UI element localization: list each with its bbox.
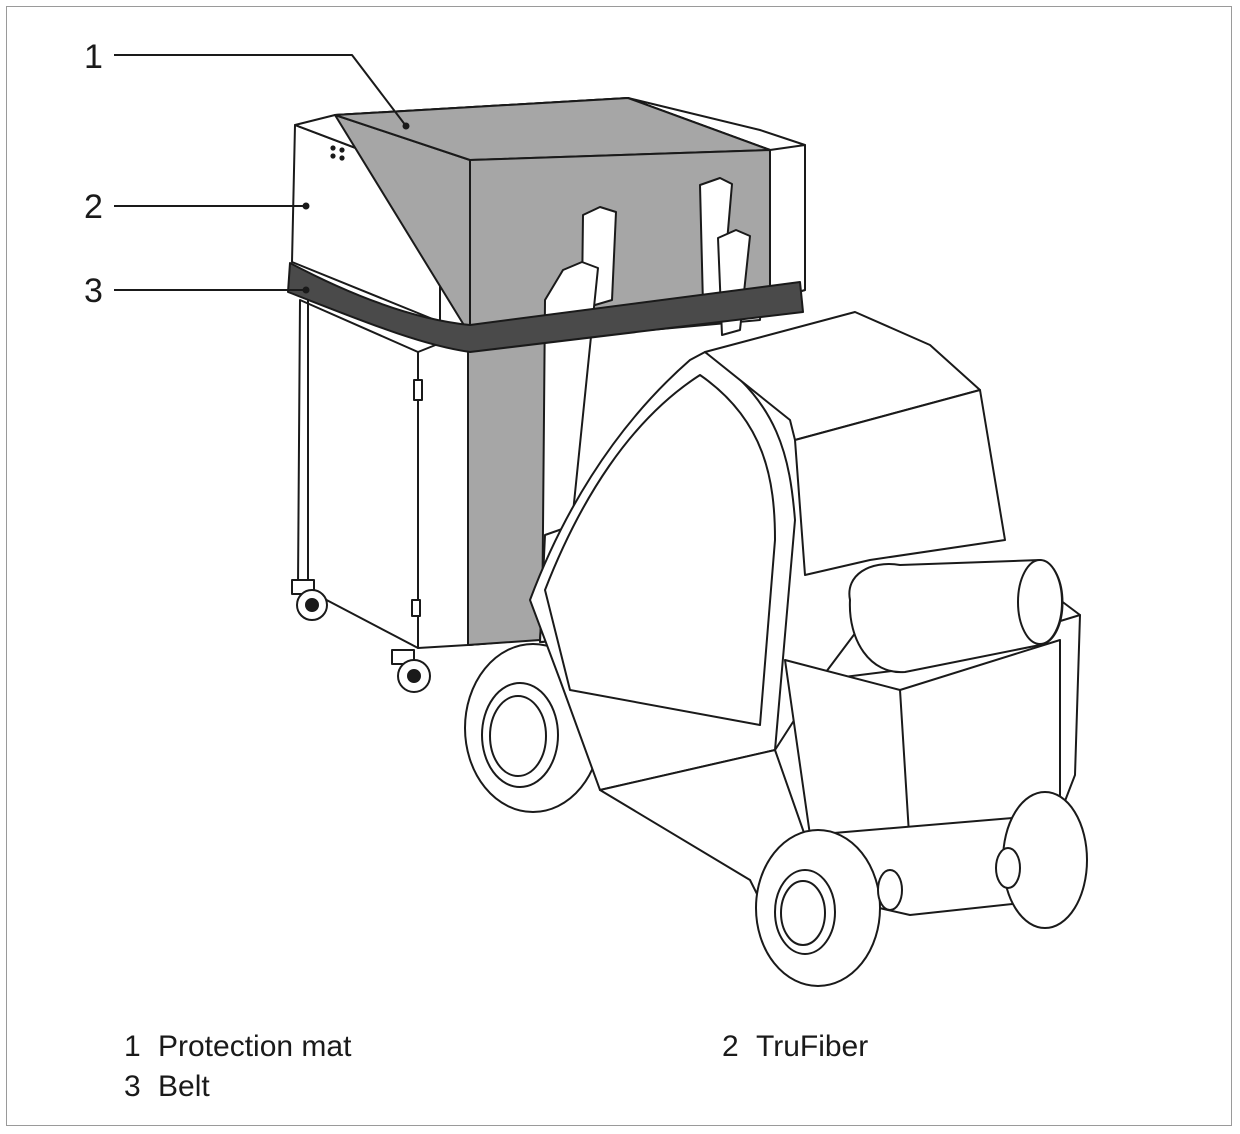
callout-number-3: 3	[84, 272, 103, 310]
legend-label: Belt	[158, 1070, 210, 1103]
legend-item-trufiber	[722, 1030, 868, 1064]
legend-label: Protection mat	[158, 1030, 352, 1063]
caster-right	[392, 650, 430, 692]
legend-label: TruFiber	[756, 1030, 869, 1063]
legend-number: 2	[722, 1030, 739, 1063]
legend-number: 3	[124, 1070, 141, 1103]
legend-number: 1	[124, 1030, 141, 1063]
callout-number-1: 1	[84, 38, 103, 76]
callout-number-2: 2	[84, 188, 103, 226]
legend-item-protection-mat	[124, 1030, 351, 1064]
legend-item-belt	[124, 1070, 210, 1104]
